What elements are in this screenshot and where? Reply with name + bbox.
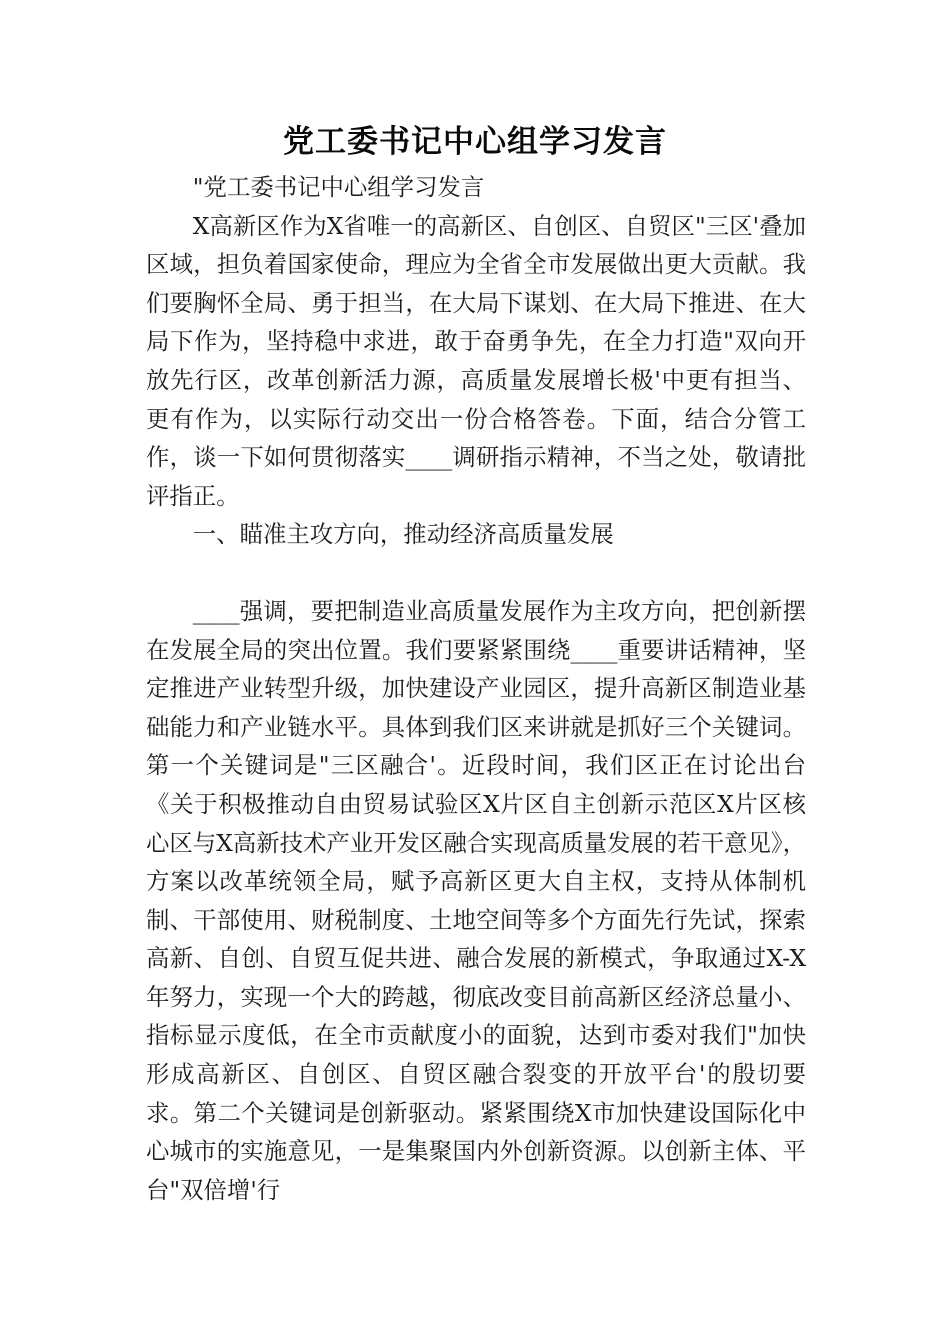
- section-paragraph: ____强调，要把制造业高质量发展作为主攻方向，把创新摆在发展全局的突出位置。我们要紧紧围绕____重要讲话精神，坚定推进产业转型升级，加快建设产业园区，提升高新区制造业基础能力和产业链水平。具体到我们区来讲就是抓好三个关键词。第一个关键词是"三区融合'。近段时间，我们区正在讨论出台《关于积极推动自由贸易试验区X片区自主创新示范区X片区核心区与X高新技术产业开发区融合实现高质量发展的若干意见》，方案以改革统领全局，赋予高新区更大自主权，支持从体制机制、干部使用、财税制度、土地空间等多个方面先行先试，探索高新、自创、自贸互促共进、融合发展的新模式，争取通过X-X年努力，实现一个大的跨越，彻底改变目前高新区经济总量小、指标显示度低，在全市贡献度小的面貌，达到市委对我们"加快形成高新区、自创区、自贸区融合裂变的开放平台'的殷切要求。第二个关键词是创新驱动。紧紧围绕X市加快建设国际化中心城市的实施意见，一是集聚国内外创新资源。以创新主体、平台"双倍增'行: [146, 596, 806, 1204]
- subtitle-paragraph: "党工委书记中心组学习发言: [192, 173, 485, 201]
- section-heading: 一、瞄准主攻方向，推动经济高质量发展: [192, 520, 614, 549]
- document-body: [146, 168, 806, 1209]
- intro-paragraph: X高新区作为X省唯一的高新区、自创区、自贸区"三区'叠加区域，担负着国家使命，理应为全省全市发展做出更大贡献。我们要胸怀全局、勇于担当，在大局下谋划、在大局下推进、在大局下作为，坚持稳中求进，敢于奋勇争先，在全力打造"双向开放先行区，改革创新活力源，高质量发展增长极'中更有担当、更有作为，以实际行动交出一份合格答卷。下面，结合分管工作，谈一下如何贯彻落实____调研指示精神，不当之处，敬请批评指正。: [146, 211, 806, 510]
- paragraph-gap: [146, 554, 806, 592]
- document-title: 党工委书记中心组学习发言: [283, 124, 667, 160]
